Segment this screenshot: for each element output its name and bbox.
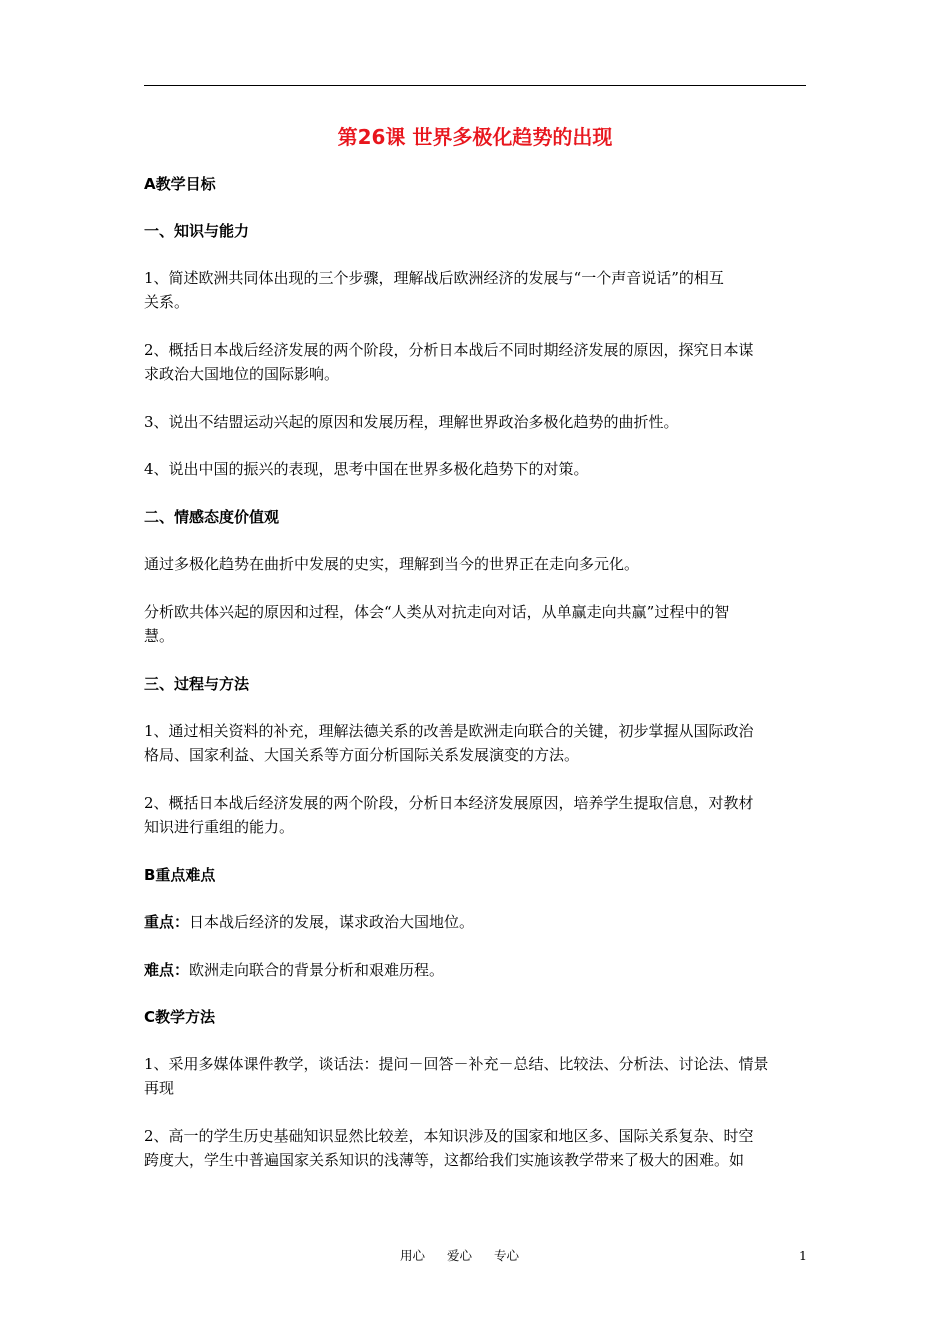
objective-3: 3、说出不结盟运动兴起的原因和发展历程，理解世界政治多极化趋势的曲折性。 xyxy=(144,413,679,431)
values-paragraph-2-line-1: 分析欧共体兴起的原因和过程，体会“人类从对抗走向对话，从单赢走向共赢”过程中的智 xyxy=(144,603,730,621)
key-point-text: 日本战后经济的发展，谋求政治大国地位。 xyxy=(189,913,475,931)
process-1-line-2: 格局、国家利益、大国关系等方面分析国际关系发展演变的方法。 xyxy=(144,746,580,764)
section-b-heading: B重点难点 xyxy=(144,866,216,884)
values-paragraph-1: 通过多极化趋势在曲折中发展的史实，理解到当今的世界正在走向多元化。 xyxy=(144,555,640,573)
method-1-line-2: 再现 xyxy=(144,1079,175,1097)
lesson-title: 第26课 世界多极化趋势的出现 xyxy=(337,125,613,149)
page-number: 1 xyxy=(799,1248,807,1263)
process-2-line-2: 知识进行重组的能力。 xyxy=(144,818,295,836)
difficult-point-text: 欧洲走向联合的背景分析和艰难历程。 xyxy=(189,961,445,979)
heading-values: 二、情感态度价值观 xyxy=(144,508,280,526)
heading-knowledge: 一、知识与能力 xyxy=(144,222,250,240)
key-point xyxy=(144,910,808,934)
process-2-line-1: 2、概括日本战后经济发展的两个阶段，分析日本经济发展原因，培养学生提取信息，对教材 xyxy=(144,794,754,812)
footer-motto-3: 专心 xyxy=(494,1248,520,1263)
values-paragraph-2-line-2: 慧。 xyxy=(144,627,175,645)
method-2-line-2: 跨度大，学生中普遍国家关系知识的浅薄等，这都给我们实施该教学带来了极大的困难。如 xyxy=(144,1151,745,1169)
objective-1-line-2: 关系。 xyxy=(144,293,190,311)
section-a-heading: A教学目标 xyxy=(144,175,216,193)
footer-motto-1: 用心 xyxy=(400,1248,426,1263)
process-1-line-1: 1、通过相关资料的补充，理解法德关系的改善是欧洲走向联合的关键，初步掌握从国际政治 xyxy=(144,722,754,740)
heading-process: 三、过程与方法 xyxy=(144,675,250,693)
footer-motto-2: 爱心 xyxy=(447,1248,473,1263)
header-rule xyxy=(144,85,806,86)
section-c-heading: C教学方法 xyxy=(144,1008,216,1026)
key-point-label: 重点： xyxy=(144,913,190,931)
difficult-point-label: 难点： xyxy=(144,961,190,979)
objective-1-line-1: 1、简述欧洲共同体出现的三个步骤，理解战后欧洲经济的发展与“一个声音说话”的相互 xyxy=(144,269,724,287)
objective-2-line-2: 求政治大国地位的国际影响。 xyxy=(144,365,340,383)
method-2-line-1: 2、高一的学生历史基础知识显然比较差，本知识涉及的国家和地区多、国际关系复杂、时空 xyxy=(144,1127,754,1145)
difficult-point xyxy=(144,958,808,982)
objective-4: 4、说出中国的振兴的表现，思考中国在世界多极化趋势下的对策。 xyxy=(144,460,589,478)
objective-2-line-1: 2、概括日本战后经济发展的两个阶段，分析日本战后不同时期经济发展的原因，探究日本谋 xyxy=(144,341,754,359)
method-1-line-1: 1、采用多媒体课件教学，谈话法：提问－回答－补充－总结、比较法、分析法、讨论法、情景 xyxy=(144,1055,769,1073)
